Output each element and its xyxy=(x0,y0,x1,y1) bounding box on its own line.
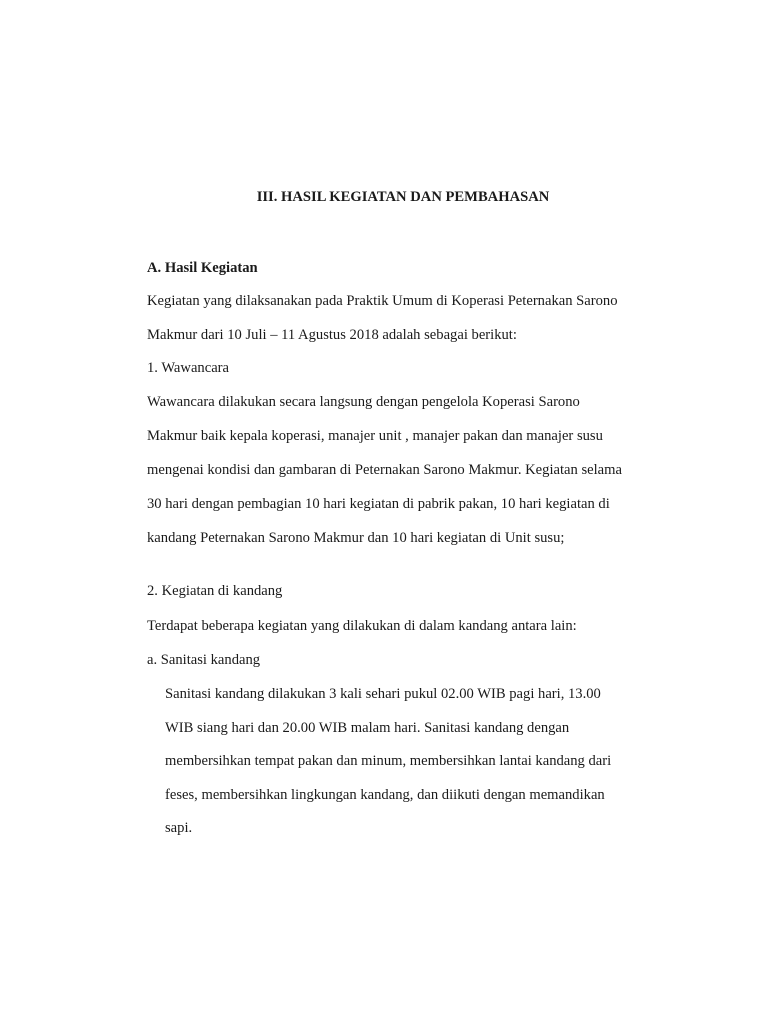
sub-a-heading: a. Sanitasi kandang xyxy=(147,652,261,668)
item-1-heading: 1. Wawancara xyxy=(147,360,230,376)
chapter-title: III. HASIL KEGIATAN DAN PEMBAHASAN xyxy=(256,189,550,205)
item-1-line-4: 30 hari dengan pembagian 10 hari kegiatan di pabrik pakan, 10 hari kegiatan di xyxy=(147,496,610,512)
sub-a-line-2: WIB siang hari dan 20.00 WIB malam hari. Sanitasi kandang dengan xyxy=(165,720,570,736)
sub-a-line-5: sapi. xyxy=(165,820,193,836)
item-2-intro: Terdapat beberapa kegiatan yang dilakukan di dalam kandang antara lain: xyxy=(147,618,577,634)
intro-line-1: Kegiatan yang dilaksanakan pada Praktik Umum di Koperasi Peternakan Sarono xyxy=(147,293,618,309)
sub-a-line-4: feses, membersihkan lingkungan kandang, dan diikuti dengan memandikan xyxy=(165,787,605,803)
sub-a-line-1: Sanitasi kandang dilakukan 3 kali sehari pukul 02.00 WIB pagi hari, 13.00 xyxy=(165,686,601,702)
item-1-line-5: kandang Peternakan Sarono Makmur dan 10 hari kegiatan di Unit susu; xyxy=(147,530,565,546)
item-1-line-2: Makmur baik kepala koperasi, manajer unit , manajer pakan dan manajer susu xyxy=(147,428,603,444)
item-1-line-3: mengenai kondisi dan gambaran di Peternakan Sarono Makmur. Kegiatan selama xyxy=(147,462,622,478)
intro-line-2: Makmur dari 10 Juli – 11 Agustus 2018 adalah sebagai berikut: xyxy=(147,327,517,343)
item-2-heading: 2. Kegiatan di kandang xyxy=(147,583,283,599)
section-a-heading: A. Hasil Kegiatan xyxy=(147,260,258,276)
sub-a-line-3: membersihkan tempat pakan dan minum, membersihkan lantai kandang dari xyxy=(165,753,612,769)
item-1-line-1: Wawancara dilakukan secara langsung dengan pengelola Koperasi Sarono xyxy=(147,394,580,410)
